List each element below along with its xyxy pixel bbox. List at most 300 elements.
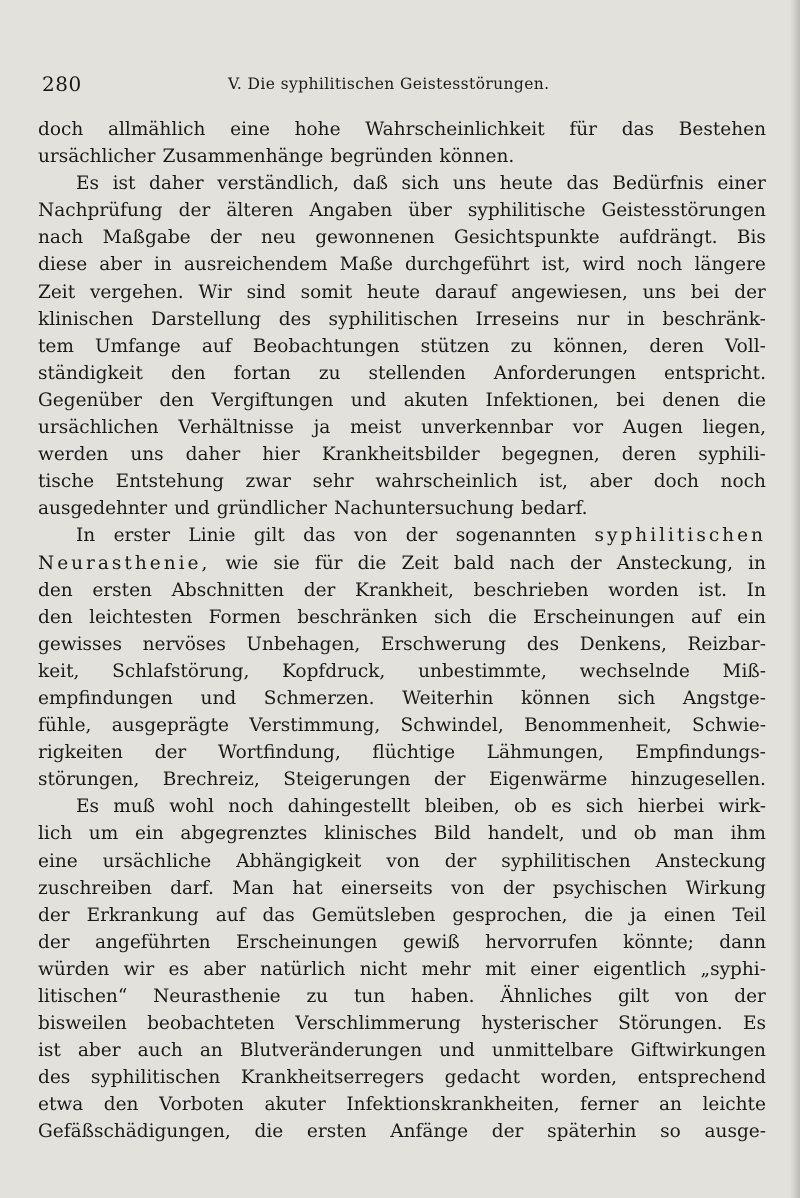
word: ersten [92, 579, 152, 601]
word: wechselnde [579, 660, 690, 682]
word: Anforderungen [493, 362, 636, 384]
word: Ansteckung [655, 850, 766, 872]
word: noch [637, 254, 683, 276]
word: Abschnitten [171, 579, 285, 601]
word: auf [201, 335, 232, 357]
word: unbestimmte, [418, 660, 547, 682]
word: einen [663, 904, 716, 926]
word: mehr [421, 958, 471, 980]
word: Schwindel, [400, 715, 504, 737]
word: fortan [233, 362, 291, 384]
text-line [38, 793, 766, 820]
word: Erschwerung [380, 633, 507, 655]
word: des [278, 308, 311, 330]
text-line [38, 414, 766, 441]
word: den [38, 579, 73, 601]
text-line [38, 902, 766, 929]
word: der [303, 579, 336, 601]
text-line [38, 739, 766, 766]
word: Schwie- [692, 715, 766, 737]
word: in [748, 552, 766, 574]
word: heute [499, 173, 553, 195]
word: und [581, 823, 617, 845]
word: aber [99, 254, 142, 276]
word: Es [743, 1013, 766, 1035]
word: Denkens, [579, 633, 667, 655]
word: könnte; [623, 931, 694, 953]
word: daher [149, 173, 204, 195]
word: aufdrängt. [618, 227, 718, 249]
text-line [38, 820, 766, 847]
word: In [746, 579, 766, 601]
word: auch [137, 1040, 183, 1062]
word: Anfänge [390, 1121, 469, 1143]
word: vergehen. [89, 281, 184, 303]
text-line [38, 116, 766, 143]
word: unmittelbare [491, 1040, 614, 1062]
word: hysterischer [481, 1013, 598, 1035]
text-line [38, 550, 766, 577]
word: Lähmungen, [486, 742, 604, 764]
word: Beobachtungen [252, 335, 400, 357]
word: natürlich [260, 958, 346, 980]
word: ihm [730, 823, 766, 845]
word: denen [662, 389, 720, 411]
word: der [38, 904, 70, 926]
word: bald [453, 552, 495, 574]
word: Eigenwärme [488, 769, 608, 791]
word: begegnen, [501, 444, 600, 466]
word: sogenannten [455, 525, 577, 547]
word: es [168, 958, 189, 980]
word: von [386, 850, 420, 872]
word: leichte [702, 1094, 766, 1116]
word: Störungen. [618, 1013, 723, 1035]
word: abgegrenztes [180, 823, 308, 845]
word: bei [616, 389, 645, 411]
word: nervöses [142, 633, 226, 655]
word: längere [694, 254, 766, 276]
word: das [621, 119, 655, 140]
word: Infektionskrankheiten, [346, 1094, 560, 1116]
word: Maßgabe [102, 227, 191, 249]
text-line [38, 631, 766, 658]
word: beschränk- [662, 308, 766, 330]
word: ursächlichen [38, 417, 159, 439]
word: tem [38, 335, 74, 357]
word: wird [582, 254, 625, 276]
word: Verstimmung, [249, 715, 381, 737]
word: doch [653, 471, 699, 493]
word: Bedürfnis [612, 173, 704, 195]
word: Benommenheit, [524, 715, 672, 737]
word: nach [38, 227, 84, 249]
text-line [38, 1091, 766, 1118]
word: Bis [736, 227, 766, 249]
text-line [38, 224, 766, 251]
word: Wahrscheinlichkeit [365, 119, 545, 140]
word: Es [76, 796, 99, 818]
word: nicht [359, 958, 408, 980]
word: der [734, 281, 766, 303]
word: Reizbar- [687, 633, 766, 655]
word: die [488, 606, 517, 628]
word: „syphi- [700, 958, 766, 980]
word: gründlicher [216, 498, 328, 520]
word: wie [225, 552, 259, 574]
word: die [584, 904, 614, 926]
word: Teil [732, 904, 766, 926]
word: Bestehen [678, 119, 766, 140]
word: würden [38, 958, 110, 980]
word: deren [649, 335, 704, 357]
body-text [38, 116, 766, 1146]
word: Erkrankung [86, 904, 199, 926]
word: ausgedehnter [38, 498, 168, 520]
word: Weiterhin [402, 687, 494, 709]
word: für [314, 552, 343, 574]
word: Linie [188, 525, 236, 547]
word: einer [530, 958, 579, 980]
word: so [660, 1121, 681, 1143]
word: noch [228, 796, 274, 818]
word: unverkennbar [421, 417, 553, 439]
word: zu [510, 335, 533, 357]
word: verständlich, [217, 173, 340, 195]
word: begründen [330, 146, 433, 168]
word: Vergiftungen [211, 389, 334, 411]
word: den [159, 389, 195, 411]
word: ein [134, 823, 164, 845]
word: daher [185, 444, 241, 466]
word: Entstehung [115, 471, 224, 493]
word: diese [38, 254, 88, 276]
word: Neurasthenie, [38, 552, 211, 574]
word: syphili- [698, 444, 766, 466]
word: deren [621, 444, 677, 466]
word: Bild [433, 823, 472, 845]
word: Augen [622, 417, 683, 439]
word: nur [576, 308, 610, 330]
word: bleiben, [424, 796, 500, 818]
word: es [551, 796, 572, 818]
word: die [254, 1121, 284, 1143]
word: leichtesten [89, 606, 193, 628]
word: der [38, 931, 70, 953]
word: darauf [434, 281, 497, 303]
word: beschränken [297, 606, 418, 628]
word: dann [719, 931, 766, 953]
word: Erscheinungen [533, 606, 675, 628]
word: älteren [226, 200, 294, 222]
word: Man [232, 877, 275, 899]
word: können. [439, 146, 515, 168]
word: der [178, 200, 211, 222]
text-line [38, 495, 766, 522]
word: werden [38, 444, 109, 466]
word: noch [720, 471, 766, 493]
word: Krankheit, [355, 579, 454, 601]
word: gewiß [402, 931, 460, 953]
word: akuter [264, 1094, 326, 1116]
word: ist, [539, 471, 568, 493]
word: hervorrufen [485, 931, 598, 953]
word: gewisses [38, 633, 122, 655]
word: wir [123, 958, 155, 980]
word: meist [350, 417, 402, 439]
word: Darstellung [151, 308, 262, 330]
word: aber [203, 958, 246, 980]
word: Unbehagen, [246, 633, 361, 655]
text-line [38, 766, 766, 793]
word: späterhin [547, 1121, 637, 1143]
word: tun [353, 986, 386, 1007]
word: den [38, 606, 73, 628]
word: somit [300, 281, 353, 303]
word: mit [485, 958, 516, 980]
text-line [38, 1118, 766, 1145]
word: ist. [698, 579, 728, 601]
word: syphilitische [467, 200, 586, 222]
word: syphilitischen [501, 850, 631, 872]
word: aber [589, 471, 633, 493]
word: Schlafstörung, [112, 660, 250, 682]
word: wirk- [718, 796, 766, 818]
word: der [502, 877, 535, 899]
text-line [38, 685, 766, 712]
word: gilt [253, 525, 285, 547]
word: die [357, 552, 387, 574]
word: Gefäßschädigungen, [38, 1121, 231, 1143]
word: daß [352, 173, 388, 195]
word: Gesichtspunkte [453, 227, 600, 249]
word: der [569, 552, 602, 574]
text-line [38, 279, 766, 306]
word: Ansteckung, [616, 552, 733, 574]
word: Angstge- [682, 687, 766, 709]
word: zuschreiben [38, 877, 152, 899]
word: beobachteten [147, 1013, 275, 1035]
word: Zeit [38, 281, 76, 303]
word: ein [737, 606, 766, 628]
word: Ähnliches [500, 986, 593, 1007]
text-line [38, 604, 766, 631]
word: Krankheitsbilder [321, 444, 480, 466]
word: Wir [198, 281, 232, 303]
word: Miß- [722, 660, 766, 682]
word: Brechreiz, [162, 769, 260, 791]
word: aber [77, 1040, 121, 1062]
word: haben. [411, 986, 475, 1007]
word: Geistesstörungen [601, 200, 766, 222]
word: beschrieben [473, 579, 589, 601]
word: der [154, 742, 187, 764]
word: Krankheitserregers [240, 1067, 425, 1089]
word: muß [113, 796, 156, 818]
text-line [38, 251, 766, 278]
word: um [88, 823, 119, 845]
word: entsprechend [637, 1067, 766, 1089]
word: von [353, 525, 388, 547]
word: die [737, 389, 766, 411]
word: angewiesen, [511, 281, 628, 303]
text-line [38, 306, 766, 333]
word: auf [215, 904, 246, 926]
page-header [42, 72, 766, 100]
word: ständigkeit [38, 362, 143, 384]
word: Kopfdruck, [282, 660, 386, 682]
word: und [350, 389, 387, 411]
word: sich [401, 173, 440, 195]
word: Steigerungen [283, 769, 411, 791]
word: Wortfindung, [217, 742, 341, 764]
word: erster [113, 525, 171, 547]
word: Verhältnisse [178, 417, 294, 439]
word: einerseits [340, 877, 433, 899]
word: sehr [312, 471, 354, 493]
word: syphilitischen [594, 525, 766, 547]
word: sich [585, 796, 624, 818]
word: dahingestellt [287, 796, 411, 818]
word: darf. [170, 877, 214, 899]
word: Abhängigkeit [236, 850, 362, 872]
word: entspricht. [663, 362, 766, 384]
text-line [38, 712, 766, 739]
word: allmählich [107, 119, 206, 140]
word: Angaben [309, 200, 393, 222]
word: hierbei [637, 796, 705, 818]
word: Wirkung [685, 877, 766, 899]
page-edge-shadow [790, 0, 800, 1198]
word: über [408, 200, 452, 222]
word: litischen“ [38, 986, 128, 1007]
word: ausgeprägte [111, 715, 229, 737]
word: ausreichendem [183, 254, 328, 276]
text-line [38, 1010, 766, 1037]
word: eine [38, 850, 78, 872]
word: störungen, [38, 769, 140, 791]
word: eine [230, 119, 270, 140]
word: rigkeiten [38, 742, 123, 764]
word: für [569, 119, 597, 140]
word: Zeit [401, 552, 439, 574]
word: ist [38, 1040, 61, 1062]
text-line [38, 848, 766, 875]
word: Irreseins [475, 308, 560, 330]
text-line [38, 170, 766, 197]
text-line [38, 577, 766, 604]
word: Infektionen, [485, 389, 599, 411]
word: ist [112, 173, 136, 195]
word: worden [608, 579, 679, 601]
word: sich [434, 606, 472, 628]
word: Formen [208, 606, 281, 628]
word: uns [452, 173, 487, 195]
word: handelt, [487, 823, 565, 845]
word: das [566, 173, 599, 195]
word: und [439, 1040, 475, 1062]
word: des [38, 1067, 71, 1089]
word: Empfindungs- [635, 742, 766, 764]
word: und [200, 687, 237, 709]
word: Gemütsleben [311, 904, 436, 926]
word: gesprochen, [452, 904, 568, 926]
word: von [451, 877, 485, 899]
word: eigentlich [593, 958, 687, 980]
word: man [673, 823, 714, 845]
word: Es [76, 173, 99, 195]
word: zu [306, 986, 329, 1007]
word: gedacht [444, 1067, 521, 1089]
word: ursächliche [102, 850, 212, 872]
word: ist, [541, 254, 571, 276]
word: uns [130, 444, 164, 466]
word: einer [717, 173, 766, 195]
word: Blutveränderungen [239, 1040, 423, 1062]
word: wahrscheinlich [375, 471, 518, 493]
word: fühle, [38, 715, 92, 737]
text-line [38, 468, 766, 495]
word: Nachuntersuchung [334, 498, 514, 520]
word: nach [509, 552, 555, 574]
word: flüchtige [372, 742, 456, 764]
word: zwar [245, 471, 291, 493]
word: empfindungen [38, 687, 173, 709]
word: zu [318, 362, 341, 384]
word: lich [38, 823, 73, 845]
word: an [199, 1040, 223, 1062]
word: bisweilen [38, 1013, 127, 1035]
word: Erscheinungen [235, 931, 378, 953]
word: der [444, 850, 477, 872]
word: bedarf. [520, 498, 588, 520]
word: Neurasthenie [153, 986, 281, 1007]
text-line [38, 956, 766, 983]
word: heute [366, 281, 421, 303]
word: wohl [169, 796, 215, 818]
word: stützen [420, 335, 490, 357]
word: ersten [306, 1121, 367, 1143]
word: Schmerzen. [263, 687, 375, 709]
word: hinzugesellen. [630, 769, 766, 791]
text-line [38, 143, 766, 170]
text-line [38, 1064, 766, 1091]
word: den [103, 1094, 139, 1116]
text-line [38, 387, 766, 414]
word: tische [38, 471, 95, 493]
word: stellenden [368, 362, 466, 384]
text-line [38, 1037, 766, 1064]
word: ob [633, 823, 657, 845]
text-line [38, 658, 766, 685]
text-line [38, 929, 766, 956]
text-line [38, 360, 766, 387]
word: uns [642, 281, 676, 303]
text-line [38, 441, 766, 468]
word: gilt [617, 986, 650, 1007]
word: Zusammenhänge [162, 146, 324, 168]
word: der [210, 227, 242, 249]
word: in [627, 308, 645, 330]
word: klinischen [38, 308, 134, 330]
word: sich [617, 687, 656, 709]
word: ja [630, 904, 647, 926]
text-line [38, 875, 766, 902]
text-line [38, 333, 766, 360]
word: ursächlicher [38, 146, 156, 168]
word: Verschlimmerung [295, 1013, 461, 1035]
word: hat [292, 877, 323, 899]
